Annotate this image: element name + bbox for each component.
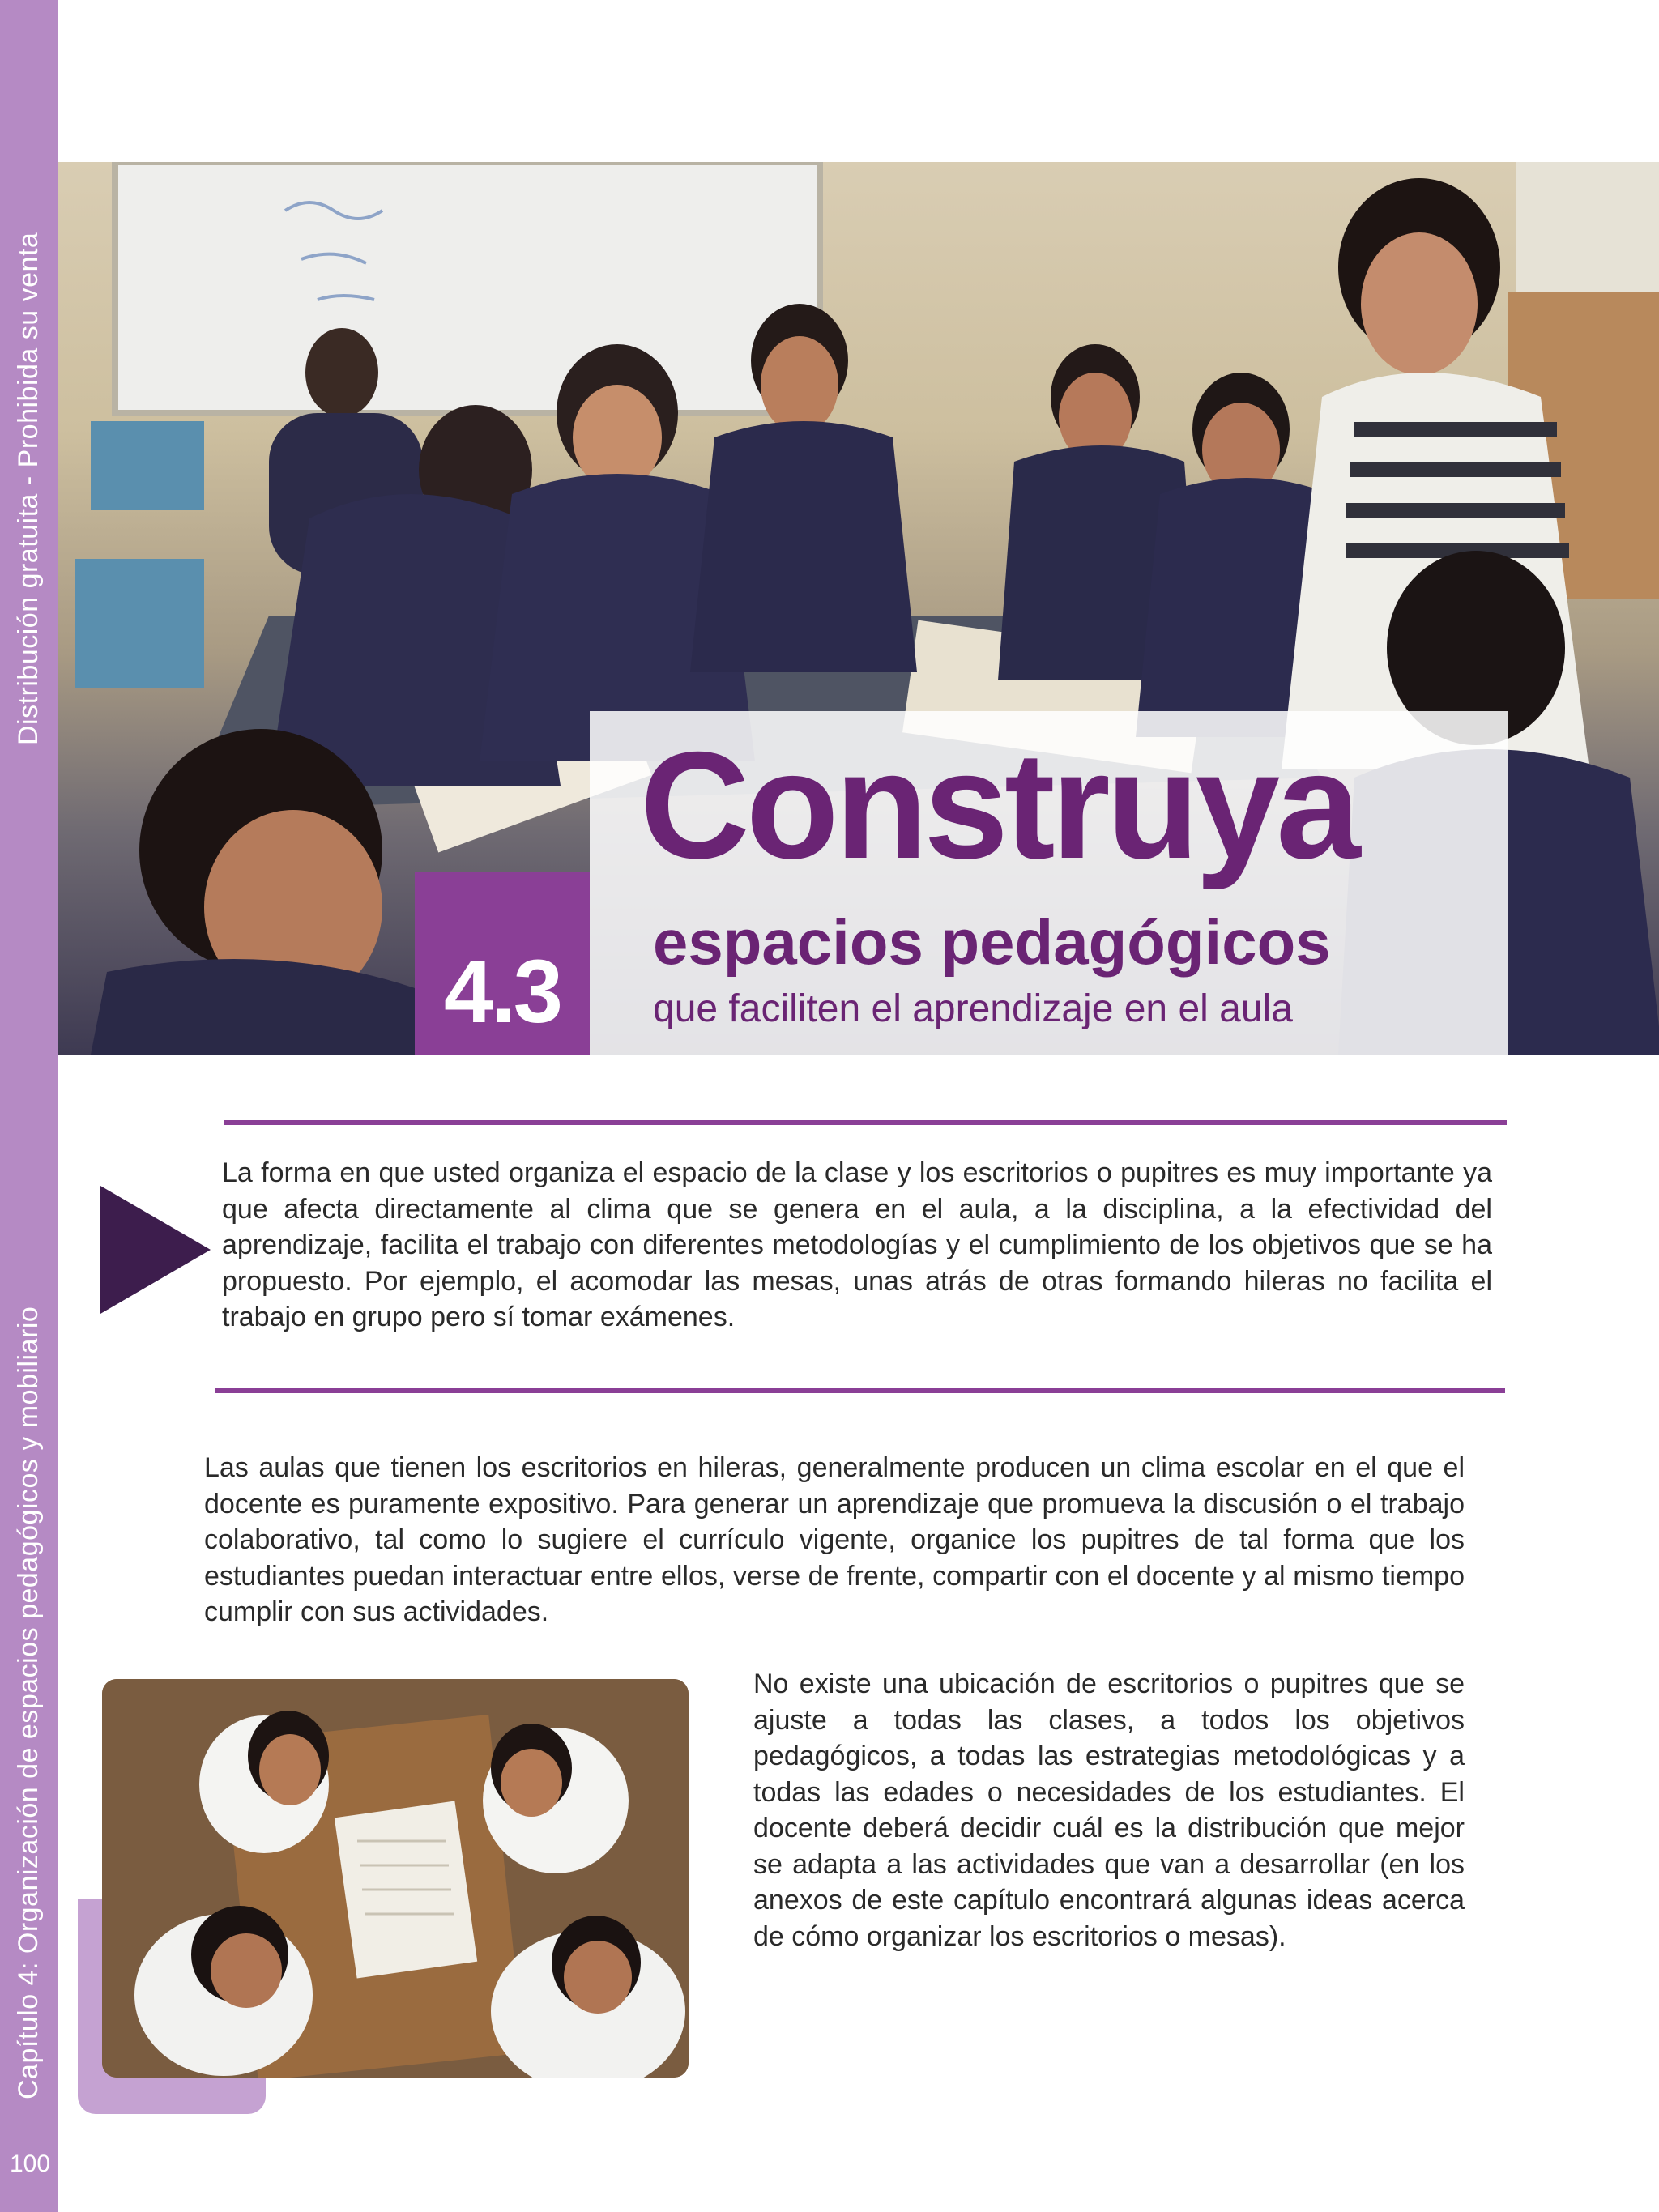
sidebar-distribution-text: Distribución gratuita - Prohibida su venta [13, 232, 44, 745]
page-subtitle: espacios pedagógicos [653, 906, 1331, 978]
body-paragraph-2: No existe una ubicación de escritorios o pupitres que se ajuste a todas las clases, a todos los objetivos pedagógicos, a todas las estrategias metodológicas y a todas las edades o necesidades de los estudiantes. El docente deberá decidir cuál es la distribución que mejor se adapta a las actividades que van a desarrollar (en los anexos de este capítulo encontrará algunas ideas acerca de cómo organizar los escritorios o mesas). [753, 1669, 1465, 1952]
page-number: 100 [9, 2150, 51, 2177]
section-number-box [415, 872, 590, 1055]
intro-rule-top [224, 1120, 1507, 1125]
sidebar-chapter-text: Capítulo 4: Organización de espacios pedagógicos y mobiliario [13, 1306, 44, 2099]
intro-paragraph: La forma en que usted organiza el espacio de la clase y los escritorios o pupitres es muy importante ya que afecta directamente al clima que se genera en el aula, a la disciplina, a la efectividad del aprendizaje, facilita el trabajo con diferentes metodologías y el cumplimiento de los objetivos que se ha propuesto. Por ejemplo, el acomodar las mesas, unas atrás de otras formando hileras no facilita el trabajo en grupo pero sí tomar exámenes. [222, 1157, 1492, 1332]
intro-rule-bottom [215, 1388, 1505, 1393]
section-number: 4.3 [444, 942, 561, 1042]
body-paragraph-1: Las aulas que tienen los escritorios en hileras, generalmente producen un clima escolar en el que el docente es puramente expositivo. Para generar un aprendizaje que promueva la discusión o el trabajo colaborativo, tal como lo sugiere el currículo vigente, organice los pupitres de tal forma que los estudiantes puedan interactuar entre ellos, verse de frente, compartir con el docente y al mismo tiempo cumplir con sus actividades. [204, 1452, 1465, 1627]
students-desk-illustration [102, 1679, 689, 2078]
page-title: Construya [640, 720, 1357, 890]
students-desk-photo [102, 1679, 689, 2078]
play-triangle-icon [100, 1186, 211, 1314]
page-subtitle-secondary: que faciliten el aprendizaje en el aula [653, 987, 1293, 1030]
